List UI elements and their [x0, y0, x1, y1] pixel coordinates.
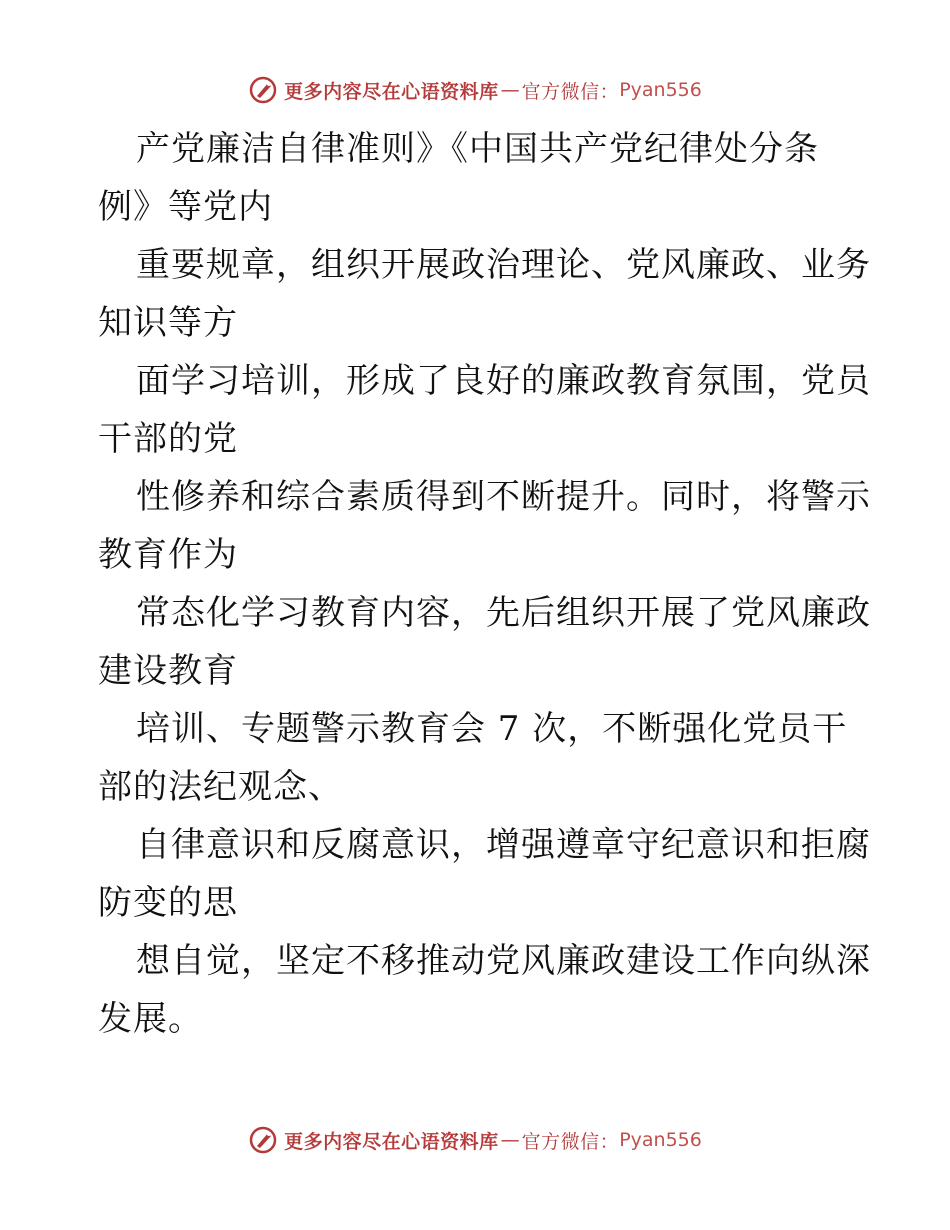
header-banner-text: 更多内容尽在心语资料库: [284, 80, 499, 103]
body-line-6: 干部的党: [98, 419, 238, 459]
body-line-14: 防变的思: [98, 883, 238, 923]
brand-logo-icon: [248, 75, 278, 105]
body-line-10: 建设教育: [98, 651, 238, 691]
body-line-5: 面学习培训，形成了良好的廉政教育氛围，党员: [136, 361, 871, 401]
body-line-16: 发展。: [98, 999, 203, 1039]
body-line-13: 自律意识和反腐意识，增强遵章守纪意识和拒腐: [136, 825, 871, 865]
brand-logo-icon: [248, 1125, 278, 1155]
page-footer-banner: [0, 1122, 950, 1158]
body-line-12: 部的法纪观念、: [98, 767, 343, 807]
body-line-2: 例》等党内: [98, 187, 273, 227]
body-line-11: 培训、专题警示教育会 7 次，不断强化党员干: [136, 709, 848, 749]
body-line-8: 教育作为: [98, 535, 238, 575]
footer-wechat-id: Pyan556: [619, 1129, 702, 1151]
body-line-7: 性修养和综合素质得到不断提升。同时，将警示: [136, 477, 871, 517]
page-header-banner: [0, 72, 950, 108]
header-wechat-id: Pyan556: [619, 79, 702, 101]
body-line-4: 知识等方: [98, 303, 238, 343]
body-line-15: 想自觉，坚定不移推动党风廉政建设工作向纵深: [136, 941, 871, 981]
footer-wechat-label: 官方微信：: [521, 1130, 620, 1153]
header-wechat-label: 官方微信：: [521, 80, 620, 103]
body-line-3: 重要规章，组织开展政治理论、党风廉政、业务: [136, 245, 871, 285]
body-line-9: 常态化学习教育内容，先后组织开展了党风廉政: [136, 593, 871, 633]
body-line-1: 产党廉洁自律准则》《中国共产党纪律处分条: [136, 129, 819, 169]
footer-separator: —: [500, 1129, 520, 1151]
header-separator: —: [500, 79, 520, 101]
footer-banner-text: 更多内容尽在心语资料库: [284, 1130, 499, 1153]
document-body: [98, 120, 871, 1048]
